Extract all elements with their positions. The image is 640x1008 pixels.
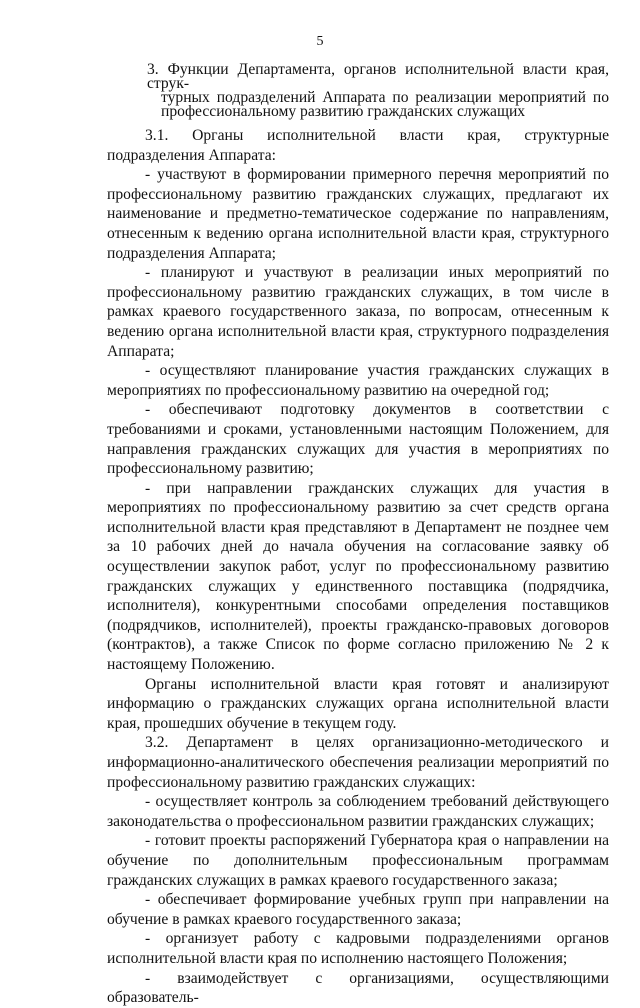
list-item: - при направлении гражданских служащих для участия в мероприятиях по профессиональному развитию за счет средств органа исполнительной власти края представляют в Департамент не позднее чем за 10 рабочих дней до начала обучения на согласование заявку об осуществлении закупок работ, услуг по профессиональному развитию гражданских служащих у единственного поставщика (подрядчика, исполнителя), конкурентными способами определения поставщиков (подрядчиков, исполнителей), проекты гражданско-правовых договоров (контрактов), а также Список по форме согласно приложению № 2 к настоящему Положению. [107, 479, 609, 674]
list-item: - осуществляют планирование участия гражданских служащих в мероприятиях по профессиональному развитию на очередной год; [107, 362, 609, 399]
document-page [107, 34, 609, 1008]
list-item: - осуществляет контроль за соблюдением требований действующего законодательства о профессиональном развитии гражданских служащих; [107, 793, 609, 830]
list-item: - взаимодействует с организациями, осуществляющими образователь- [107, 969, 609, 1007]
paragraph-3-2-intro: 3.2. Департамент в целях организационно-методического и информационно-аналитического обеспечения реализации мероприятий по профессиональному развитию гражданских служащих: [107, 734, 609, 791]
section-title-line: 3. Функции Департамента, органов исполнительной власти края, струк- [147, 61, 609, 92]
document-body [107, 126, 609, 1008]
page-number: 5 [316, 34, 324, 49]
list-item: - организует работу с кадровыми подразделениями органов исполнительной власти края по исполнению настоящего Положения; [107, 930, 609, 967]
list-item: - участвуют в формировании примерного перечня мероприятий по профессиональному развитию гражданских служащих, предлагают их наименование и предметно-тематическое содержание по направлениям, отнесенным к ведению органа исполнительной власти края, структурного подразделения Аппарата; [107, 166, 609, 262]
list-item: - планируют и участвуют в реализации иных мероприятий по профессиональному развитию гражданских служащих, в том числе в рамках краевого государственного заказа, по вопросам, отнесенным к ведению органа исполнительной власти края, структурного подразделения Аппарата; [107, 264, 609, 360]
section-title-continuation: турных подразделений Аппарата по реализации мероприятий по профессиональному развитию гражданских служащих [161, 89, 609, 120]
paragraph-3-1-intro: 3.1. Органы исполнительной власти края, структурные подразделения Аппарата: [107, 127, 609, 164]
section-title [147, 63, 609, 119]
paragraph: Органы исполнительной власти края готовят и анализируют информацию о гражданских служащих органа исполнительной власти края, прошедших обучение в текущем году. [107, 675, 609, 732]
list-item: - готовит проекты распоряжений Губернатора края о направлении на обучение по дополнительным профессиональным программам гражданских служащих в рамках краевого государственного заказа; [107, 832, 609, 889]
list-item: - обеспечивают подготовку документов в соответствии с требованиями и сроками, установленными настоящим Положением, для направления гражданских служащих для участия в мероприятиях по профессиональному развитию; [107, 401, 609, 478]
list-item: - обеспечивает формирование учебных групп при направлении на обучение в рамках краевого государственного заказа; [107, 891, 609, 928]
